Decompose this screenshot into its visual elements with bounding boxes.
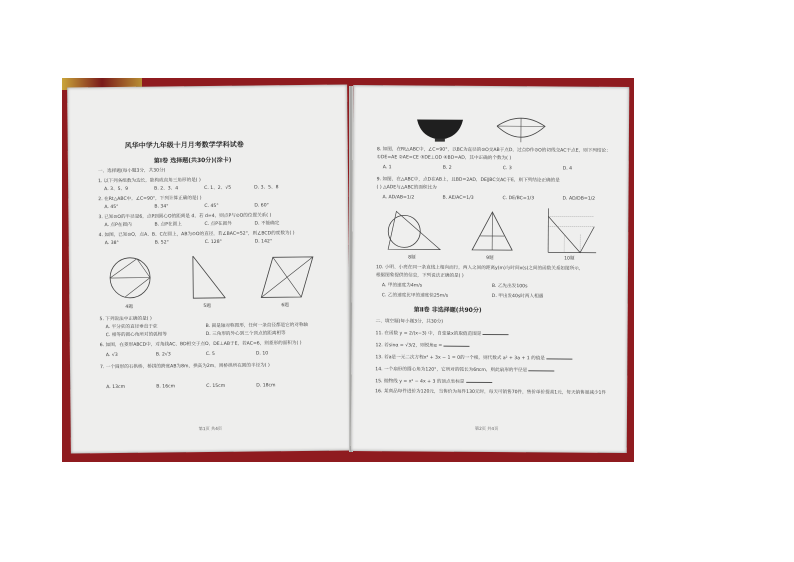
q2-option-b: B. 34° <box>154 204 169 210</box>
question-2: 2. 在Rt△ABC中，∠C=90°，下列计算正确的是( ) <box>98 196 202 203</box>
q10-option-a: A. 甲的速度为4m/s <box>381 283 423 289</box>
q10-option-d: D. 甲出发40s时两人相遇 <box>491 294 544 300</box>
answer-blank-15[interactable] <box>466 378 492 383</box>
q1-option-b: B. 2、3、4 <box>154 186 179 192</box>
q9-option-b: B. AE/AC=1/3 <box>442 195 474 201</box>
question-4: 4. 如图，已知⊙O，点A、B、C在圆上，AB为⊙O的直径，若∠BAC=52°，则∠BCD的度数为( ) <box>98 231 295 239</box>
figure-q4-circle <box>105 253 156 304</box>
q6-option-c: C. 5 <box>205 351 215 358</box>
q3-option-a: A. 点P在圆内 <box>104 222 132 229</box>
question-14 <box>375 365 554 374</box>
question-15 <box>375 377 492 386</box>
q6-option-a: A. √3 <box>105 352 118 359</box>
q7-option-a: A. 13cm <box>106 384 126 391</box>
question-9-continued: ( ) △ADE与△ABC的面积比为 <box>376 185 437 191</box>
question-13 <box>375 353 572 362</box>
q6-option-d: D. 10 <box>255 351 269 357</box>
exam-title: 风华中学九年级十月月考数学学科试卷 <box>124 140 244 150</box>
question-9: 9. 如图，在△ABC中，点D在AB上，且BD=2AD，DE∥BC交AC于E，则下列结论正确的是 <box>376 177 560 184</box>
q1-option-d: D. 3、5、8 <box>254 185 279 191</box>
q3-option-b: B. 点P在圆上 <box>154 222 182 228</box>
q10-option-c: C. 乙的速度比甲的速度快25m/s <box>381 293 449 299</box>
q2-option-d: D. 60° <box>254 203 269 209</box>
q8-option-d: D. 4 <box>562 166 573 172</box>
q4-option-b: B. 52° <box>154 240 169 246</box>
figure-label-4: 4题 <box>125 304 133 310</box>
exam-page-right <box>351 85 630 453</box>
q4-option-a: A. 38° <box>104 240 119 247</box>
q2-option-c: C. 45° <box>204 203 219 210</box>
q7-option-d: D. 18cm <box>256 383 276 389</box>
page-footer-left: 第1页 共4页 <box>198 425 223 432</box>
q5-option-c: C. 相等的圆心角所对的弧相等 <box>105 332 167 339</box>
section-2-intro: 二、填空题(每小题3分，共30分) <box>375 319 444 325</box>
question-12 <box>375 341 469 350</box>
section-1-intro: 一、选择题(每小题3分，共30分) <box>97 168 166 175</box>
q9-option-a: A. AD/AB=1/2 <box>382 195 415 201</box>
q2-option-a: A. 45° <box>104 204 119 211</box>
question-11-text: 11. 在函数 y = 2/(x−3) 中，自变量x的取值范围是 <box>375 331 482 337</box>
question-6: 6. 如图，在菱形ABCD中，对角线AC、BD相交于点O，DE⊥AB于E，若AC=6，则菱形的面积为( ) <box>99 341 302 349</box>
q5-option-d: D. 三角形的外心到三个顶点的距离相等 <box>205 331 286 338</box>
answer-blank-14[interactable] <box>529 366 555 371</box>
figure-q5-triangle <box>189 254 230 302</box>
q8-option-a: A. 1 <box>382 165 392 171</box>
answer-blank-12[interactable] <box>444 342 470 347</box>
q3-option-d: D. 不能确定 <box>254 221 280 227</box>
q9-option-d: D. AD/DB=1/2 <box>562 196 596 202</box>
question-8: 8. 如图，在Rt△ABC中，∠C=90°，以BC为直径的⊙O交AB于点D，过点D作⊙O的切线交AC于点E，则下列结论： <box>376 147 611 154</box>
q1-option-a: A. 3、5、9 <box>104 186 129 193</box>
q9-option-c: C. DE/BC=1/3 <box>502 196 535 202</box>
figure-label-5: 5题 <box>203 303 211 310</box>
q5-option-b: B. 圆是轴对称图形，任何一条直径都是它的对称轴 <box>205 322 309 330</box>
question-16: 16. 某商品每件进价为120元，当售价为每件130元时，每天可销售70件，售价单价提高1元，每天销售量减少1件 <box>375 389 607 396</box>
question-12-text: 12. 若sinα = √3/2，则锐角α = <box>375 343 443 349</box>
q8-option-b: B. 2 <box>442 165 452 171</box>
question-10-continued: 根据图象提供的信息，下列说法正确的是( ) <box>375 273 464 279</box>
figure-label-9: 9题 <box>486 255 494 262</box>
figure-q8 <box>386 209 442 253</box>
figure-arc <box>493 114 549 146</box>
answer-blank-13[interactable] <box>546 354 572 359</box>
q1-option-c: C. 1、2、√5 <box>204 185 232 192</box>
question-7: 7. 一个圆形的石拱桥，桥拱的跨度AB为8m，拱高为2m，则桥拱所在圆的半径为( ) <box>100 363 270 371</box>
q10-option-b: B. 乙先出发100s <box>491 284 528 290</box>
q5-option-a: A. 平分弦的直径垂直于弦 <box>105 324 158 331</box>
question-11 <box>376 329 509 338</box>
photo-backdrop <box>62 78 634 462</box>
q8-option-c: C. 3 <box>502 166 512 172</box>
figure-q10-graph <box>542 206 598 256</box>
page-footer-right: 第2页 共4页 <box>474 425 499 432</box>
q6-option-b: B. 2√3 <box>155 352 171 358</box>
figure-label-10: 10题 <box>564 256 575 262</box>
question-3: 3. 已知⊙O的半径是6，点P到圆心O的距离是 d，若 d=4，则点P与⊙O的位置关系( ) <box>98 213 272 221</box>
q3-option-c: C. 点P在圆外 <box>204 221 232 228</box>
q4-option-c: C. 128° <box>204 239 222 246</box>
q7-option-b: B. 16cm <box>156 384 176 390</box>
answer-blank-11[interactable] <box>483 330 509 335</box>
figure-label-6: 6题 <box>281 303 289 309</box>
figure-bowl <box>415 115 465 143</box>
question-15-text: 15. 抛物线 y = x² − 4x + 3 的顶点坐标是 <box>375 379 465 385</box>
figure-label-8: 8题 <box>408 255 416 261</box>
exam-page-left <box>67 85 351 454</box>
q7-option-c: C. 15cm <box>206 383 226 390</box>
question-13-text: 13. 若a是一元二次方程x² + 3x − 1 = 0的一个根，则代数式 a² + 3a + 1 的值是 <box>375 355 545 362</box>
question-8-statements: ①DE=AE ②AE=CE ③DE⊥OD ④BD=AD，其中正确的个数为( ) <box>376 155 512 162</box>
section-2-heading: 第Ⅱ卷 非选择题(共90分) <box>413 306 482 314</box>
q4-option-d: D. 142° <box>254 239 273 245</box>
question-14-text: 14. 一个扇形的圆心角为120°，它所对的弧长为6πcm，则此扇形的半径是 <box>375 367 528 374</box>
question-5: 5. 下列说法中正确的是( ) <box>99 316 152 323</box>
figure-q9 <box>470 210 514 254</box>
section-1-heading: 第Ⅰ卷 选择题(共30分)(涂卡) <box>153 156 232 165</box>
question-1: 1. 以下列各组数为边长，能构成直角三角形的是( ) <box>98 178 201 185</box>
figure-q6-rhombus <box>259 253 315 302</box>
question-10: 10. 小明、小亮在同一条直线上相向而行，两人之间的距离y(m)与时间x(s)之间的函数关系如图所示， <box>375 265 584 272</box>
